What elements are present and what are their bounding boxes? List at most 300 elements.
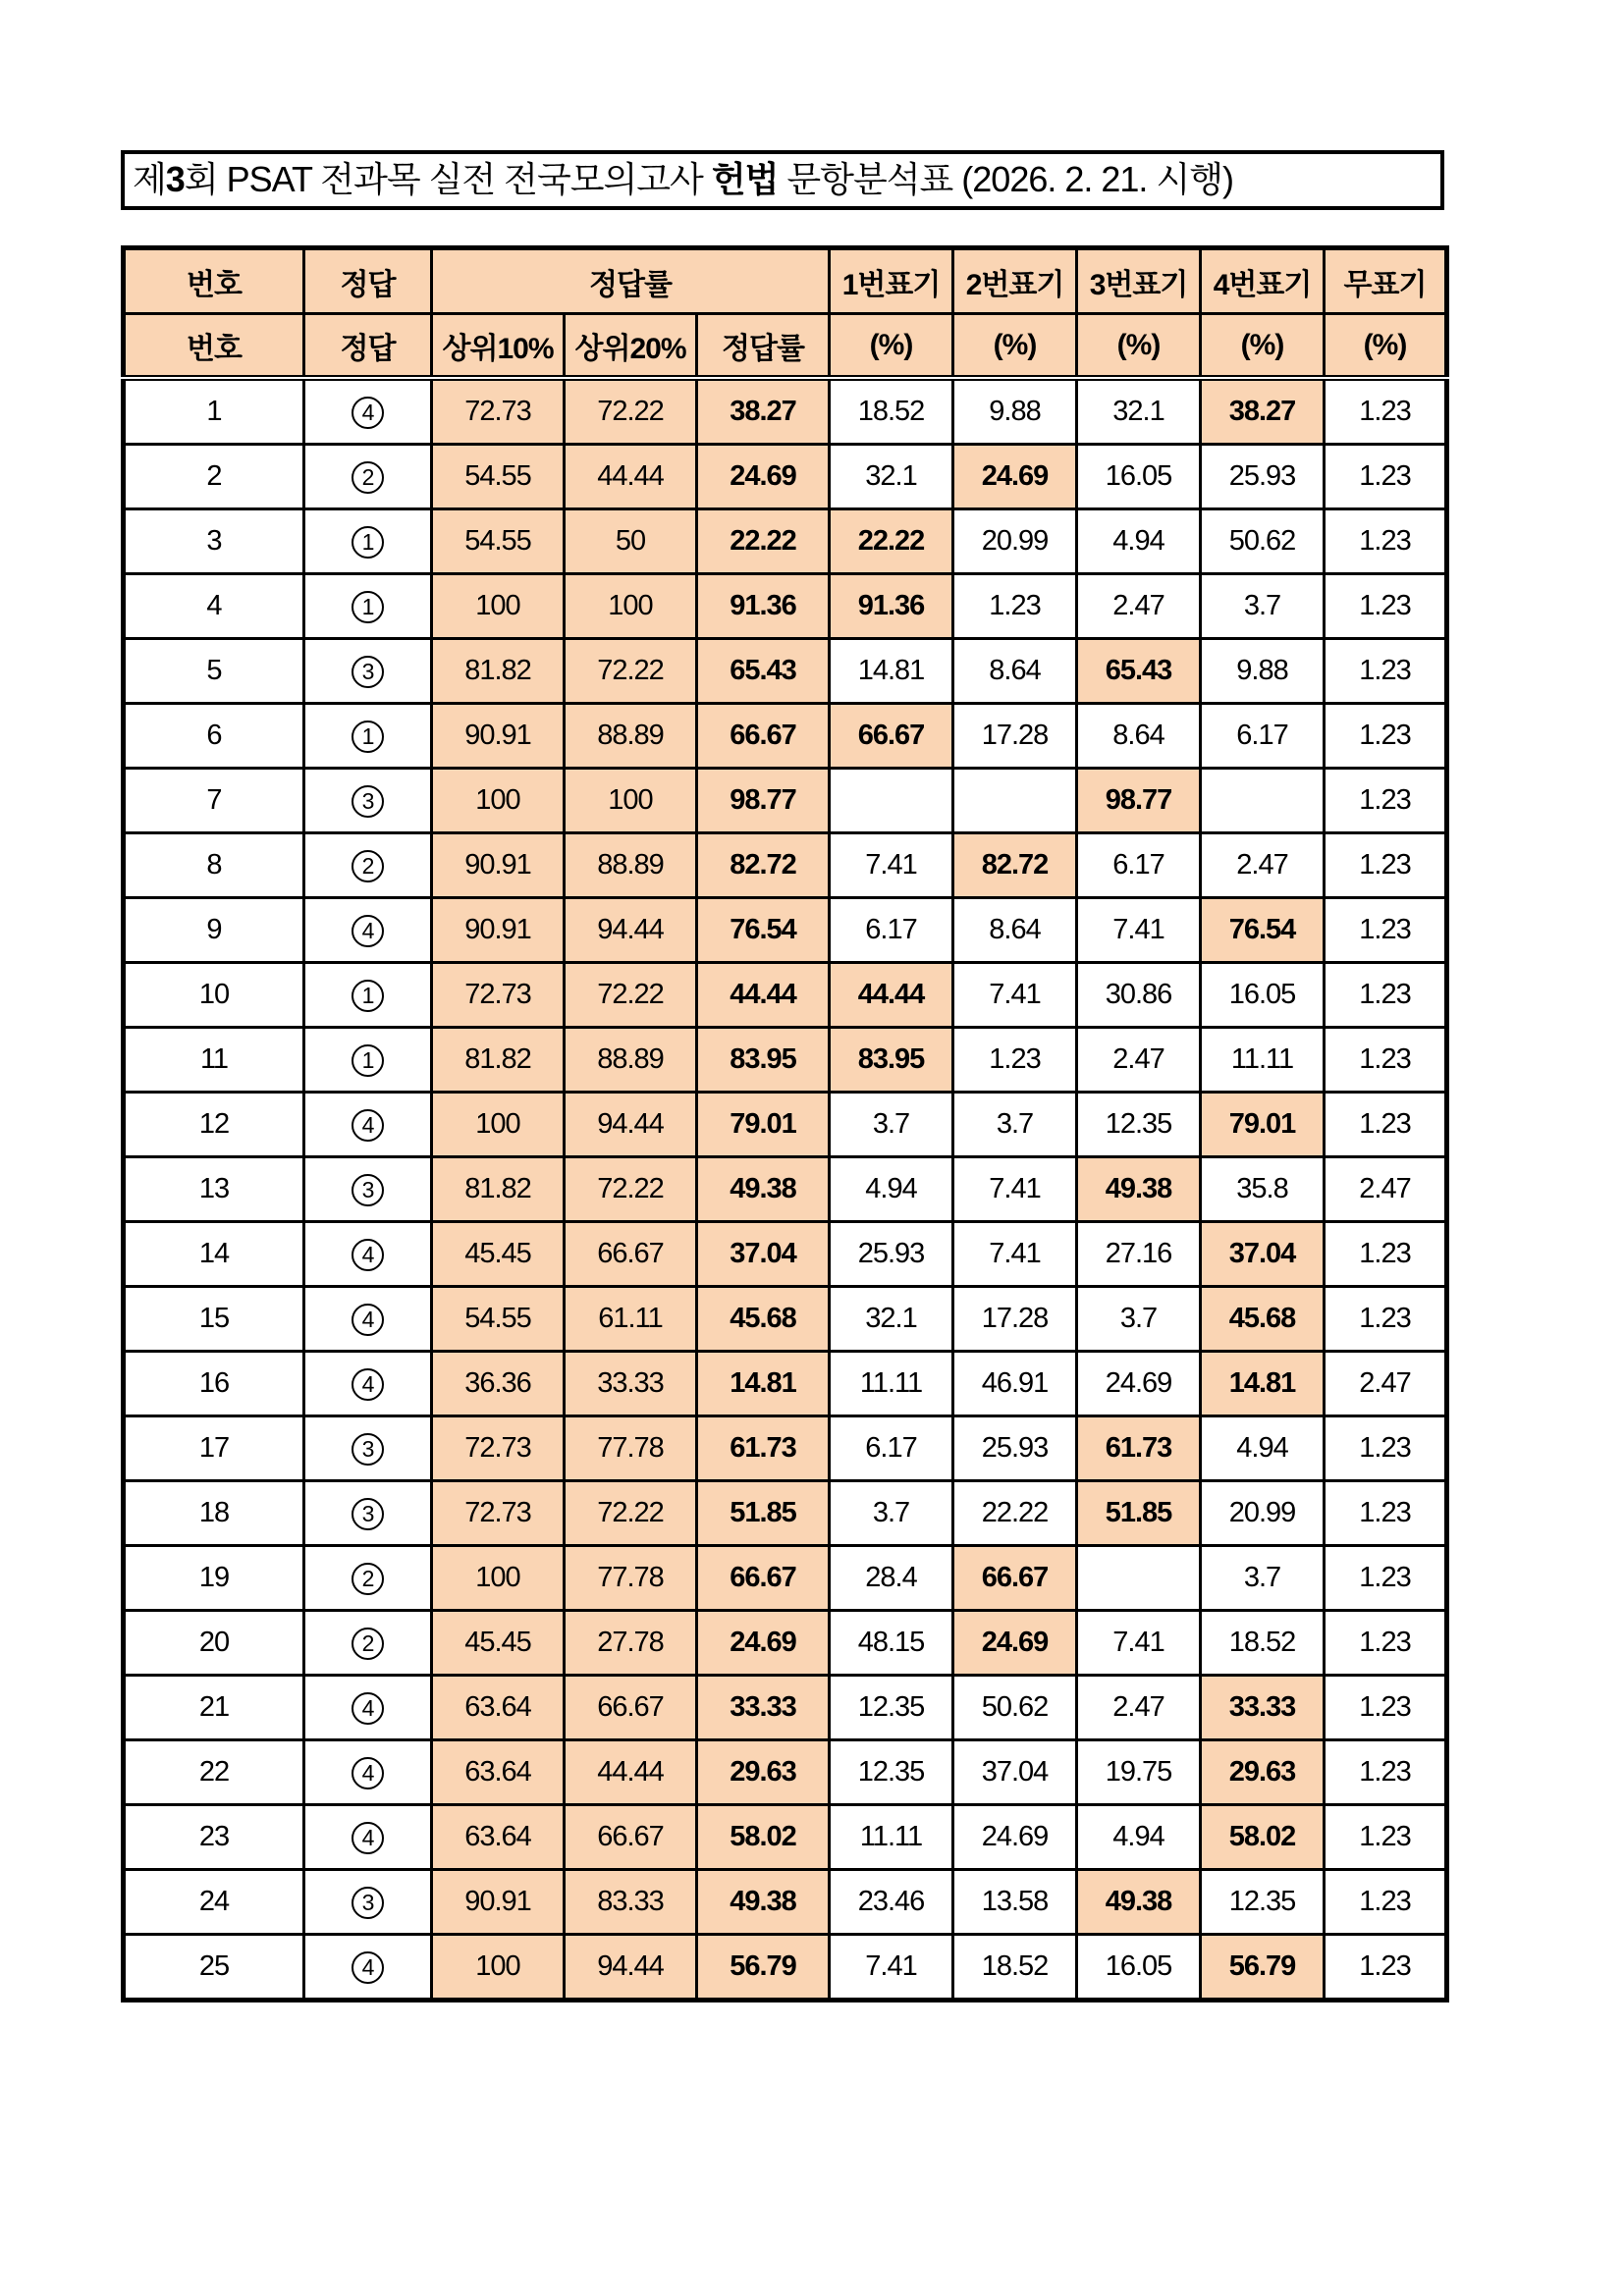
no-mark-cell: 1.23 bbox=[1325, 1093, 1447, 1157]
no-mark-cell: 1.23 bbox=[1325, 639, 1447, 704]
no-mark-cell: 1.23 bbox=[1325, 574, 1447, 639]
circled-answer-number: 4 bbox=[352, 1368, 384, 1401]
choice1-cell: 6.17 bbox=[830, 1416, 953, 1481]
top10-cell: 90.91 bbox=[432, 1870, 565, 1935]
table-header bbox=[124, 248, 1447, 379]
choice2-cell: 7.41 bbox=[953, 963, 1077, 1028]
top10-cell: 90.91 bbox=[432, 898, 565, 963]
top20-cell: 72.22 bbox=[565, 378, 697, 445]
answer-cell bbox=[304, 1287, 432, 1352]
choice4-cell: 37.04 bbox=[1201, 1222, 1325, 1287]
circled-answer-number: 2 bbox=[352, 1628, 384, 1660]
table-row bbox=[124, 1740, 1447, 1805]
rate-cell: 65.43 bbox=[697, 639, 830, 704]
choice3-cell: 51.85 bbox=[1077, 1481, 1201, 1546]
choice3-cell: 19.75 bbox=[1077, 1740, 1201, 1805]
top20-cell: 66.67 bbox=[565, 1222, 697, 1287]
answer-cell bbox=[304, 1740, 432, 1805]
top20-cell: 94.44 bbox=[565, 1093, 697, 1157]
answer-cell bbox=[304, 898, 432, 963]
top10-cell: 90.91 bbox=[432, 704, 565, 769]
choice1-cell: 7.41 bbox=[830, 1935, 953, 2001]
top10-cell: 45.45 bbox=[432, 1611, 565, 1676]
answer-cell bbox=[304, 769, 432, 833]
circled-answer-number: 3 bbox=[352, 1433, 384, 1466]
answer-cell bbox=[304, 1676, 432, 1740]
rate-cell: 22.22 bbox=[697, 509, 830, 574]
row-number-cell: 8 bbox=[124, 833, 304, 898]
row-number-cell: 5 bbox=[124, 639, 304, 704]
choice3-cell: 6.17 bbox=[1077, 833, 1201, 898]
choice4-cell: 14.81 bbox=[1201, 1352, 1325, 1416]
choice2-cell: 20.99 bbox=[953, 509, 1077, 574]
rate-cell: 38.27 bbox=[697, 378, 830, 445]
choice3-cell: 61.73 bbox=[1077, 1416, 1201, 1481]
answer-cell bbox=[304, 1352, 432, 1416]
rate-cell: 56.79 bbox=[697, 1935, 830, 2001]
choice4-cell: 33.33 bbox=[1201, 1676, 1325, 1740]
answer-cell bbox=[304, 704, 432, 769]
top10-cell: 63.64 bbox=[432, 1740, 565, 1805]
row-number-cell: 13 bbox=[124, 1157, 304, 1222]
rate-cell: 44.44 bbox=[697, 963, 830, 1028]
answer-cell bbox=[304, 1093, 432, 1157]
row-number-cell: 10 bbox=[124, 963, 304, 1028]
choice3-cell: 98.77 bbox=[1077, 769, 1201, 833]
choice3-cell: 4.94 bbox=[1077, 1805, 1201, 1870]
choice2-cell: 17.28 bbox=[953, 704, 1077, 769]
subheader-cell: 상위20% bbox=[565, 314, 697, 379]
no-mark-cell: 1.23 bbox=[1325, 704, 1447, 769]
row-number-cell: 24 bbox=[124, 1870, 304, 1935]
choice4-cell: 45.68 bbox=[1201, 1287, 1325, 1352]
rate-cell: 33.33 bbox=[697, 1676, 830, 1740]
choice2-cell: 9.88 bbox=[953, 378, 1077, 445]
top10-cell: 100 bbox=[432, 574, 565, 639]
rate-cell: 24.69 bbox=[697, 1611, 830, 1676]
no-mark-cell: 1.23 bbox=[1325, 378, 1447, 445]
top20-cell: 72.22 bbox=[565, 1481, 697, 1546]
choice4-cell bbox=[1201, 769, 1325, 833]
choice1-cell: 14.81 bbox=[830, 639, 953, 704]
answer-cell bbox=[304, 963, 432, 1028]
table-row bbox=[124, 963, 1447, 1028]
rate-cell: 49.38 bbox=[697, 1870, 830, 1935]
choice1-cell: 32.1 bbox=[830, 445, 953, 509]
choice2-cell: 50.62 bbox=[953, 1676, 1077, 1740]
subheader-cell: (%) bbox=[830, 314, 953, 379]
row-number-cell: 12 bbox=[124, 1093, 304, 1157]
no-mark-cell: 1.23 bbox=[1325, 769, 1447, 833]
choice1-cell: 91.36 bbox=[830, 574, 953, 639]
choice3-cell: 7.41 bbox=[1077, 1611, 1201, 1676]
choice3-cell: 24.69 bbox=[1077, 1352, 1201, 1416]
page-title bbox=[121, 150, 1444, 210]
circled-answer-number: 4 bbox=[352, 1304, 384, 1336]
top20-cell: 88.89 bbox=[565, 833, 697, 898]
title-segment: 회 PSAT 전과목 실전 전국모의고사 bbox=[184, 159, 712, 199]
no-mark-cell: 1.23 bbox=[1325, 1028, 1447, 1093]
title-segment: 3 bbox=[165, 159, 185, 199]
choice3-cell: 2.47 bbox=[1077, 1676, 1201, 1740]
rate-cell: 49.38 bbox=[697, 1157, 830, 1222]
choice3-cell: 12.35 bbox=[1077, 1093, 1201, 1157]
table-row bbox=[124, 1870, 1447, 1935]
choice1-cell: 4.94 bbox=[830, 1157, 953, 1222]
no-mark-cell: 1.23 bbox=[1325, 1611, 1447, 1676]
choice1-cell: 28.4 bbox=[830, 1546, 953, 1611]
top20-cell: 88.89 bbox=[565, 704, 697, 769]
circled-answer-number: 4 bbox=[352, 1951, 384, 1984]
table-row bbox=[124, 1481, 1447, 1546]
no-mark-cell: 1.23 bbox=[1325, 898, 1447, 963]
rate-cell: 79.01 bbox=[697, 1093, 830, 1157]
top20-cell: 83.33 bbox=[565, 1870, 697, 1935]
top20-cell: 72.22 bbox=[565, 639, 697, 704]
choice2-cell: 8.64 bbox=[953, 639, 1077, 704]
header-cell: 1번표기 bbox=[830, 248, 953, 314]
rate-cell: 58.02 bbox=[697, 1805, 830, 1870]
circled-answer-number: 4 bbox=[352, 1822, 384, 1854]
choice3-cell: 7.41 bbox=[1077, 898, 1201, 963]
table-row bbox=[124, 1222, 1447, 1287]
top20-cell: 50 bbox=[565, 509, 697, 574]
top10-cell: 36.36 bbox=[432, 1352, 565, 1416]
answer-cell bbox=[304, 509, 432, 574]
header-cell: 4번표기 bbox=[1201, 248, 1325, 314]
table-row bbox=[124, 1611, 1447, 1676]
table-row bbox=[124, 1157, 1447, 1222]
choice4-cell: 76.54 bbox=[1201, 898, 1325, 963]
top20-cell: 72.22 bbox=[565, 963, 697, 1028]
choice2-cell: 24.69 bbox=[953, 1611, 1077, 1676]
row-number-cell: 15 bbox=[124, 1287, 304, 1352]
top10-cell: 54.55 bbox=[432, 1287, 565, 1352]
choice2-cell bbox=[953, 769, 1077, 833]
top10-cell: 81.82 bbox=[432, 1028, 565, 1093]
rate-cell: 24.69 bbox=[697, 445, 830, 509]
top20-cell: 88.89 bbox=[565, 1028, 697, 1093]
no-mark-cell: 1.23 bbox=[1325, 1870, 1447, 1935]
circled-answer-number: 1 bbox=[352, 1044, 384, 1077]
choice1-cell: 3.7 bbox=[830, 1481, 953, 1546]
row-number-cell: 21 bbox=[124, 1676, 304, 1740]
top10-cell: 54.55 bbox=[432, 445, 565, 509]
subheader-cell: 정답 bbox=[304, 314, 432, 379]
subheader-cell: 정답률 bbox=[697, 314, 830, 379]
answer-cell bbox=[304, 1028, 432, 1093]
rate-cell: 29.63 bbox=[697, 1740, 830, 1805]
choice2-cell: 1.23 bbox=[953, 574, 1077, 639]
choice2-cell: 46.91 bbox=[953, 1352, 1077, 1416]
choice3-cell: 16.05 bbox=[1077, 1935, 1201, 2001]
choice4-cell: 50.62 bbox=[1201, 509, 1325, 574]
circled-answer-number: 2 bbox=[352, 1563, 384, 1595]
top20-cell: 44.44 bbox=[565, 445, 697, 509]
choice4-cell: 9.88 bbox=[1201, 639, 1325, 704]
table-row bbox=[124, 1676, 1447, 1740]
choice2-cell: 66.67 bbox=[953, 1546, 1077, 1611]
top20-cell: 94.44 bbox=[565, 898, 697, 963]
choice1-cell: 11.11 bbox=[830, 1352, 953, 1416]
answer-cell bbox=[304, 1546, 432, 1611]
top10-cell: 81.82 bbox=[432, 639, 565, 704]
choice1-cell: 12.35 bbox=[830, 1676, 953, 1740]
subheader-cell: (%) bbox=[1201, 314, 1325, 379]
answer-cell bbox=[304, 1416, 432, 1481]
table-row bbox=[124, 574, 1447, 639]
row-number-cell: 1 bbox=[124, 378, 304, 445]
choice4-cell: 56.79 bbox=[1201, 1935, 1325, 2001]
choice3-cell bbox=[1077, 1546, 1201, 1611]
rate-cell: 91.36 bbox=[697, 574, 830, 639]
choice2-cell: 3.7 bbox=[953, 1093, 1077, 1157]
choice3-cell: 4.94 bbox=[1077, 509, 1201, 574]
no-mark-cell: 1.23 bbox=[1325, 1935, 1447, 2001]
top10-cell: 100 bbox=[432, 1546, 565, 1611]
no-mark-cell: 1.23 bbox=[1325, 1416, 1447, 1481]
choice1-cell bbox=[830, 769, 953, 833]
no-mark-cell: 1.23 bbox=[1325, 1546, 1447, 1611]
row-number-cell: 23 bbox=[124, 1805, 304, 1870]
choice1-cell: 3.7 bbox=[830, 1093, 953, 1157]
row-number-cell: 3 bbox=[124, 509, 304, 574]
row-number-cell: 2 bbox=[124, 445, 304, 509]
header-cell: 3번표기 bbox=[1077, 248, 1201, 314]
rate-cell: 66.67 bbox=[697, 1546, 830, 1611]
rate-cell: 82.72 bbox=[697, 833, 830, 898]
no-mark-cell: 1.23 bbox=[1325, 1805, 1447, 1870]
table-row bbox=[124, 704, 1447, 769]
choice4-cell: 2.47 bbox=[1201, 833, 1325, 898]
rate-cell: 66.67 bbox=[697, 704, 830, 769]
subheader-cell: (%) bbox=[1077, 314, 1201, 379]
choice1-cell: 48.15 bbox=[830, 1611, 953, 1676]
top10-cell: 100 bbox=[432, 1935, 565, 2001]
no-mark-cell: 1.23 bbox=[1325, 509, 1447, 574]
choice3-cell: 49.38 bbox=[1077, 1157, 1201, 1222]
choice3-cell: 49.38 bbox=[1077, 1870, 1201, 1935]
answer-cell bbox=[304, 1935, 432, 2001]
choice2-cell: 24.69 bbox=[953, 445, 1077, 509]
top10-cell: 45.45 bbox=[432, 1222, 565, 1287]
row-number-cell: 4 bbox=[124, 574, 304, 639]
top20-cell: 44.44 bbox=[565, 1740, 697, 1805]
rate-cell: 37.04 bbox=[697, 1222, 830, 1287]
choice4-cell: 25.93 bbox=[1201, 445, 1325, 509]
choice4-cell: 6.17 bbox=[1201, 704, 1325, 769]
subheader-cell: (%) bbox=[1325, 314, 1447, 379]
row-number-cell: 11 bbox=[124, 1028, 304, 1093]
subheader-cell: 상위10% bbox=[432, 314, 565, 379]
choice1-cell: 12.35 bbox=[830, 1740, 953, 1805]
table-row bbox=[124, 833, 1447, 898]
no-mark-cell: 1.23 bbox=[1325, 833, 1447, 898]
no-mark-cell: 1.23 bbox=[1325, 963, 1447, 1028]
circled-answer-number: 1 bbox=[352, 980, 384, 1012]
choice1-cell: 18.52 bbox=[830, 378, 953, 445]
table-row bbox=[124, 769, 1447, 833]
row-number-cell: 14 bbox=[124, 1222, 304, 1287]
top10-cell: 54.55 bbox=[432, 509, 565, 574]
rate-cell: 76.54 bbox=[697, 898, 830, 963]
choice3-cell: 16.05 bbox=[1077, 445, 1201, 509]
top10-cell: 100 bbox=[432, 1093, 565, 1157]
choice3-cell: 8.64 bbox=[1077, 704, 1201, 769]
top20-cell: 100 bbox=[565, 574, 697, 639]
answer-cell bbox=[304, 1870, 432, 1935]
circled-answer-number: 3 bbox=[352, 656, 384, 688]
choice4-cell: 3.7 bbox=[1201, 1546, 1325, 1611]
choice1-cell: 23.46 bbox=[830, 1870, 953, 1935]
choice1-cell: 32.1 bbox=[830, 1287, 953, 1352]
no-mark-cell: 2.47 bbox=[1325, 1157, 1447, 1222]
no-mark-cell: 1.23 bbox=[1325, 1222, 1447, 1287]
no-mark-cell: 1.23 bbox=[1325, 1676, 1447, 1740]
circled-answer-number: 1 bbox=[352, 721, 384, 753]
row-number-cell: 25 bbox=[124, 1935, 304, 2001]
choice3-cell: 32.1 bbox=[1077, 378, 1201, 445]
top20-cell: 66.67 bbox=[565, 1676, 697, 1740]
answer-cell bbox=[304, 639, 432, 704]
rate-cell: 51.85 bbox=[697, 1481, 830, 1546]
choice1-cell: 44.44 bbox=[830, 963, 953, 1028]
choice2-cell: 82.72 bbox=[953, 833, 1077, 898]
choice4-cell: 35.8 bbox=[1201, 1157, 1325, 1222]
table-row bbox=[124, 1352, 1447, 1416]
choice2-cell: 18.52 bbox=[953, 1935, 1077, 2001]
table-row bbox=[124, 639, 1447, 704]
rate-cell: 14.81 bbox=[697, 1352, 830, 1416]
choice2-cell: 13.58 bbox=[953, 1870, 1077, 1935]
header-cell: 무표기 bbox=[1325, 248, 1447, 314]
rate-cell: 98.77 bbox=[697, 769, 830, 833]
row-number-cell: 16 bbox=[124, 1352, 304, 1416]
answer-cell bbox=[304, 1157, 432, 1222]
choice4-cell: 79.01 bbox=[1201, 1093, 1325, 1157]
row-number-cell: 18 bbox=[124, 1481, 304, 1546]
circled-answer-number: 2 bbox=[352, 461, 384, 494]
choice2-cell: 7.41 bbox=[953, 1157, 1077, 1222]
choice4-cell: 38.27 bbox=[1201, 378, 1325, 445]
circled-answer-number: 4 bbox=[352, 1692, 384, 1725]
choice3-cell: 65.43 bbox=[1077, 639, 1201, 704]
top10-cell: 63.64 bbox=[432, 1676, 565, 1740]
answer-cell bbox=[304, 1481, 432, 1546]
choice4-cell: 12.35 bbox=[1201, 1870, 1325, 1935]
circled-answer-number: 3 bbox=[352, 1174, 384, 1206]
circled-answer-number: 4 bbox=[352, 1239, 384, 1271]
answer-cell bbox=[304, 1611, 432, 1676]
choice3-cell: 30.86 bbox=[1077, 963, 1201, 1028]
choice4-cell: 11.11 bbox=[1201, 1028, 1325, 1093]
rate-cell: 83.95 bbox=[697, 1028, 830, 1093]
top10-cell: 72.73 bbox=[432, 1416, 565, 1481]
choice3-cell: 3.7 bbox=[1077, 1287, 1201, 1352]
table-row bbox=[124, 1546, 1447, 1611]
subheader-cell: 번호 bbox=[124, 314, 304, 379]
top20-cell: 94.44 bbox=[565, 1935, 697, 2001]
choice3-cell: 27.16 bbox=[1077, 1222, 1201, 1287]
circled-answer-number: 3 bbox=[352, 785, 384, 818]
row-number-cell: 6 bbox=[124, 704, 304, 769]
choice1-cell: 25.93 bbox=[830, 1222, 953, 1287]
choice2-cell: 1.23 bbox=[953, 1028, 1077, 1093]
answer-cell bbox=[304, 1222, 432, 1287]
circled-answer-number: 3 bbox=[352, 1498, 384, 1530]
top20-cell: 66.67 bbox=[565, 1805, 697, 1870]
table-row bbox=[124, 378, 1447, 445]
row-number-cell: 22 bbox=[124, 1740, 304, 1805]
choice1-cell: 66.67 bbox=[830, 704, 953, 769]
table-row bbox=[124, 1805, 1447, 1870]
choice1-cell: 83.95 bbox=[830, 1028, 953, 1093]
table-body bbox=[124, 378, 1447, 2001]
row-number-cell: 7 bbox=[124, 769, 304, 833]
header-cell: 번호 bbox=[124, 248, 304, 314]
choice2-cell: 17.28 bbox=[953, 1287, 1077, 1352]
choice4-cell: 4.94 bbox=[1201, 1416, 1325, 1481]
answer-cell bbox=[304, 445, 432, 509]
table-row bbox=[124, 1287, 1447, 1352]
choice4-cell: 58.02 bbox=[1201, 1805, 1325, 1870]
title-segment: 제 bbox=[133, 159, 166, 199]
top20-cell: 61.11 bbox=[565, 1287, 697, 1352]
no-mark-cell: 1.23 bbox=[1325, 445, 1447, 509]
choice1-cell: 11.11 bbox=[830, 1805, 953, 1870]
circled-answer-number: 1 bbox=[352, 526, 384, 559]
choice4-cell: 18.52 bbox=[1201, 1611, 1325, 1676]
choice4-cell: 3.7 bbox=[1201, 574, 1325, 639]
table-row bbox=[124, 1028, 1447, 1093]
top10-cell: 72.73 bbox=[432, 378, 565, 445]
row-number-cell: 20 bbox=[124, 1611, 304, 1676]
no-mark-cell: 1.23 bbox=[1325, 1287, 1447, 1352]
choice2-cell: 24.69 bbox=[953, 1805, 1077, 1870]
header-cell: 정답률 bbox=[432, 248, 830, 314]
top20-cell: 100 bbox=[565, 769, 697, 833]
circled-answer-number: 2 bbox=[352, 850, 384, 882]
table-row bbox=[124, 1093, 1447, 1157]
title-segment: 문항분석표 (2026. 2. 21. 시행) bbox=[778, 159, 1233, 199]
answer-cell bbox=[304, 574, 432, 639]
row-number-cell: 9 bbox=[124, 898, 304, 963]
top10-cell: 81.82 bbox=[432, 1157, 565, 1222]
header-cell: 정답 bbox=[304, 248, 432, 314]
choice1-cell: 7.41 bbox=[830, 833, 953, 898]
table-row bbox=[124, 445, 1447, 509]
rate-cell: 61.73 bbox=[697, 1416, 830, 1481]
rate-cell: 45.68 bbox=[697, 1287, 830, 1352]
answer-cell bbox=[304, 1805, 432, 1870]
choice1-cell: 22.22 bbox=[830, 509, 953, 574]
table-row bbox=[124, 898, 1447, 963]
subheader-cell: (%) bbox=[953, 314, 1077, 379]
title-segment: 헌법 bbox=[711, 159, 779, 199]
choice4-cell: 20.99 bbox=[1201, 1481, 1325, 1546]
top20-cell: 27.78 bbox=[565, 1611, 697, 1676]
choice2-cell: 8.64 bbox=[953, 898, 1077, 963]
choice1-cell: 6.17 bbox=[830, 898, 953, 963]
choice4-cell: 29.63 bbox=[1201, 1740, 1325, 1805]
header-cell: 2번표기 bbox=[953, 248, 1077, 314]
circled-answer-number: 3 bbox=[352, 1887, 384, 1919]
answer-cell bbox=[304, 378, 432, 445]
table-row bbox=[124, 509, 1447, 574]
circled-answer-number: 4 bbox=[352, 1757, 384, 1789]
top10-cell: 72.73 bbox=[432, 1481, 565, 1546]
top10-cell: 100 bbox=[432, 769, 565, 833]
